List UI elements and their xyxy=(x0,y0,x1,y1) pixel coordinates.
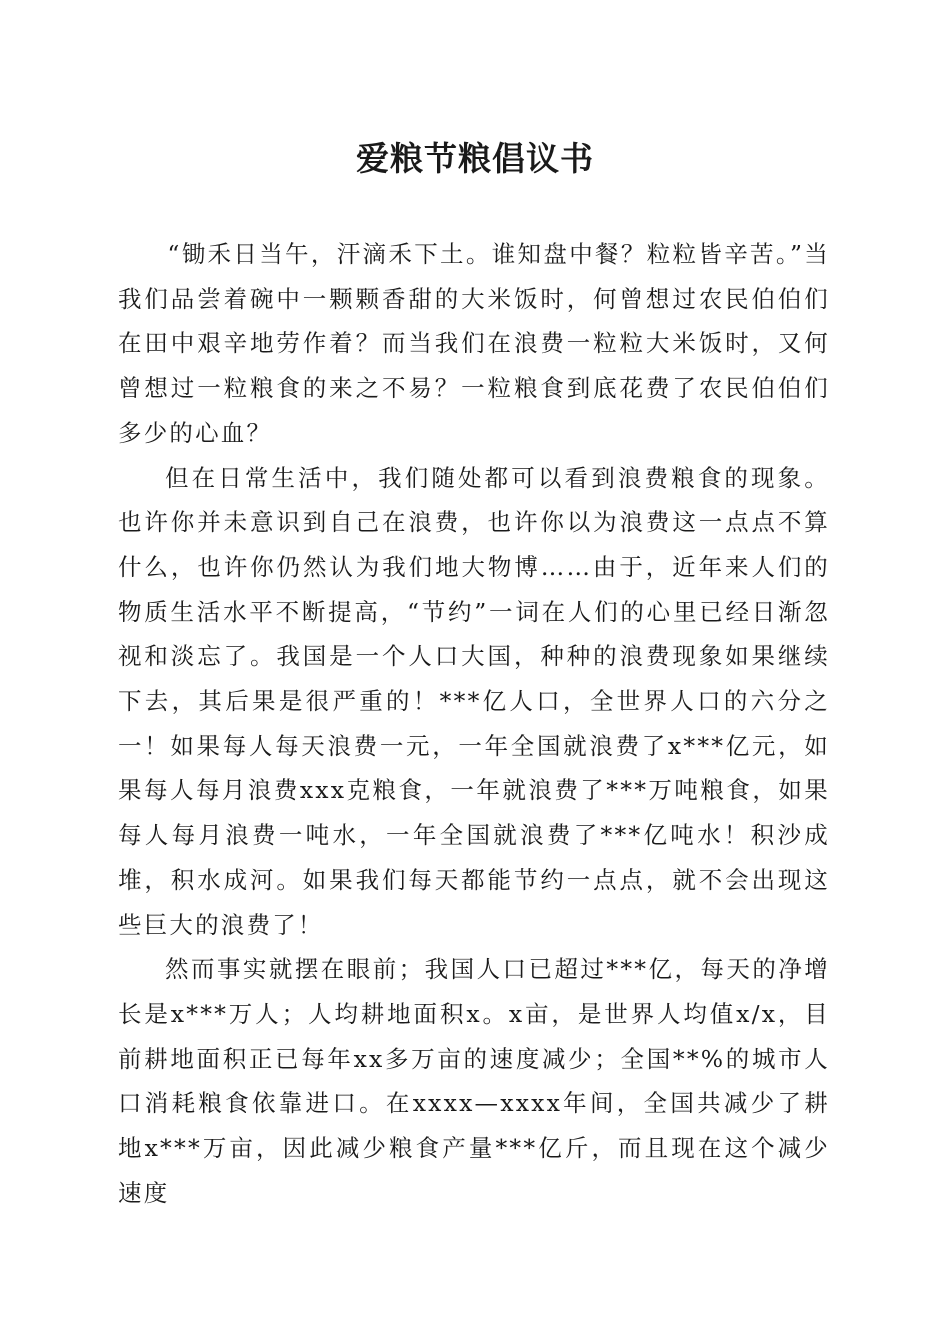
paragraph-3: 然而事实就摆在眼前；我国人口已超过***亿，每天的净增长是x***万人；人均耕地面积x。x亩，是世界人均值x/x，目前耕地面积正已每年xx多万亩的速度减少；全国**%的城市人口消耗粮食依靠进口。在xxxx—xxxx年间，全国共减少了耕地x***万亩，因此减少粮食产量***亿斤，而且现在这个减少速度 xyxy=(118,955,830,1207)
paragraph-2: 但在日常生活中，我们随处都可以看到浪费粮食的现象。也许你并未意识到自己在浪费，也许你以为浪费这一点点不算什么，也许你仍然认为我们地大物博……由于，近年来人们的物质生活水平不断提高，“节约”一词在人们的心里已经日渐忽视和淡忘了。我国是一个人口大国，种种的浪费现象如果继续下去，其后果是很严重的！***亿人口，全世界人口的六分之一！如果每人每天浪费一元，一年全国就浪费了x***亿元，如果每人每月浪费xxx克粮食，一年就浪费了***万吨粮食，如果每人每月浪费一吨水，一年全国就浪费了***亿吨水！积沙成堆，积水成河。如果我们每天都能节约一点点，就不会出现这些巨大的浪费了！ xyxy=(118,463,830,939)
document-title: 爱粮节粮倡议书 xyxy=(356,139,594,178)
document-body xyxy=(118,232,830,1215)
paragraph-1: “锄禾日当午，汗滴禾下土。谁知盘中餐？粒粒皆辛苦。”当我们品尝着碗中一颗颗香甜的大米饭时，何曾想过农民伯伯们在田中艰辛地劳作着？而当我们在浪费一粒粒大米饭时，又何曾想过一粒粮食的来之不易？一粒粮食到底花费了农民伯伯们多少的心血？ xyxy=(118,240,830,447)
